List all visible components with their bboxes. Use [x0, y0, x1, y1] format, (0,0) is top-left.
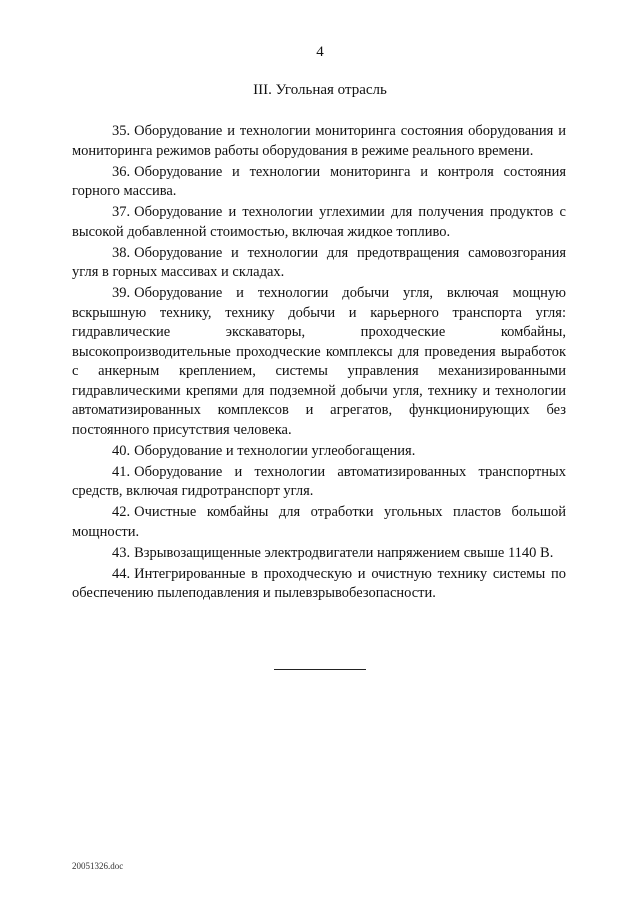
item-text: Оборудование и технологии мониторинга состояния оборудования и мониторинга режимов работы оборудования в режиме реального времени.: [72, 123, 566, 159]
list-item: [72, 163, 566, 202]
item-number: 38.: [112, 244, 131, 261]
list-item: [72, 463, 566, 502]
item-text: Оборудование и технологии добычи угля, включая мощную вскрышную технику, технику добычи и карьерного транспорта угля: гидравлические экскаваторы, проходческие комбайны, высокопроизводительные проходческие комплексы для проведения выработок с анкерным креплением, системы управления механизированными гидравлическими крепями для подземной добычи угля, технику и технологии автоматизированных комплексов и агрегатов, функционирующих без постоянного присутствия человека.: [72, 285, 566, 438]
list-item: [72, 565, 566, 604]
section-title: III. Угольная отрасль: [253, 82, 387, 98]
item-number: 40.: [112, 442, 131, 459]
list-item: [72, 122, 566, 161]
item-text: Очистные комбайны для отработки угольных пластов большой мощности.: [72, 504, 566, 540]
item-number: 44.: [112, 565, 131, 582]
item-text: Оборудование и технологии мониторинга и контроля состояния горного массива.: [72, 163, 566, 199]
item-number: 41.: [112, 463, 131, 480]
item-text: Интегрированные в проходческую и очистную технику системы по обеспечению пылеподавления и пылевзрывобезопасности.: [72, 565, 566, 601]
items-list: [72, 122, 566, 605]
footer-doc-code: 20051326.doc: [72, 861, 124, 871]
list-item: [72, 442, 566, 462]
item-text: Оборудование и технологии автоматизированных транспортных средств, включая гидротранспорт угля.: [72, 463, 566, 499]
list-item: [72, 284, 566, 440]
list-item: [72, 503, 566, 542]
item-number: 35.: [112, 123, 131, 139]
item-number: 42.: [112, 504, 131, 520]
page-number: 4: [316, 44, 324, 60]
item-text: Оборудование и технологии для предотвращения самовозгорания угля в горных массивах и складах.: [72, 244, 566, 280]
item-text: Взрывозащищенные электродвигатели напряжением свыше 1140 В.: [134, 544, 554, 561]
item-number: 39.: [112, 285, 131, 301]
list-item: [72, 244, 566, 283]
list-item: [72, 544, 566, 564]
item-number: 37.: [112, 204, 131, 220]
item-text: Оборудование и технологии углеобогащения.: [134, 442, 416, 459]
item-text: Оборудование и технологии углехимии для получения продуктов с высокой добавленной стоимостью, включая жидкое топливо.: [72, 204, 566, 240]
end-divider: [274, 669, 366, 670]
list-item: [72, 203, 566, 242]
item-number: 36.: [112, 163, 131, 180]
item-number: 43.: [112, 544, 131, 561]
